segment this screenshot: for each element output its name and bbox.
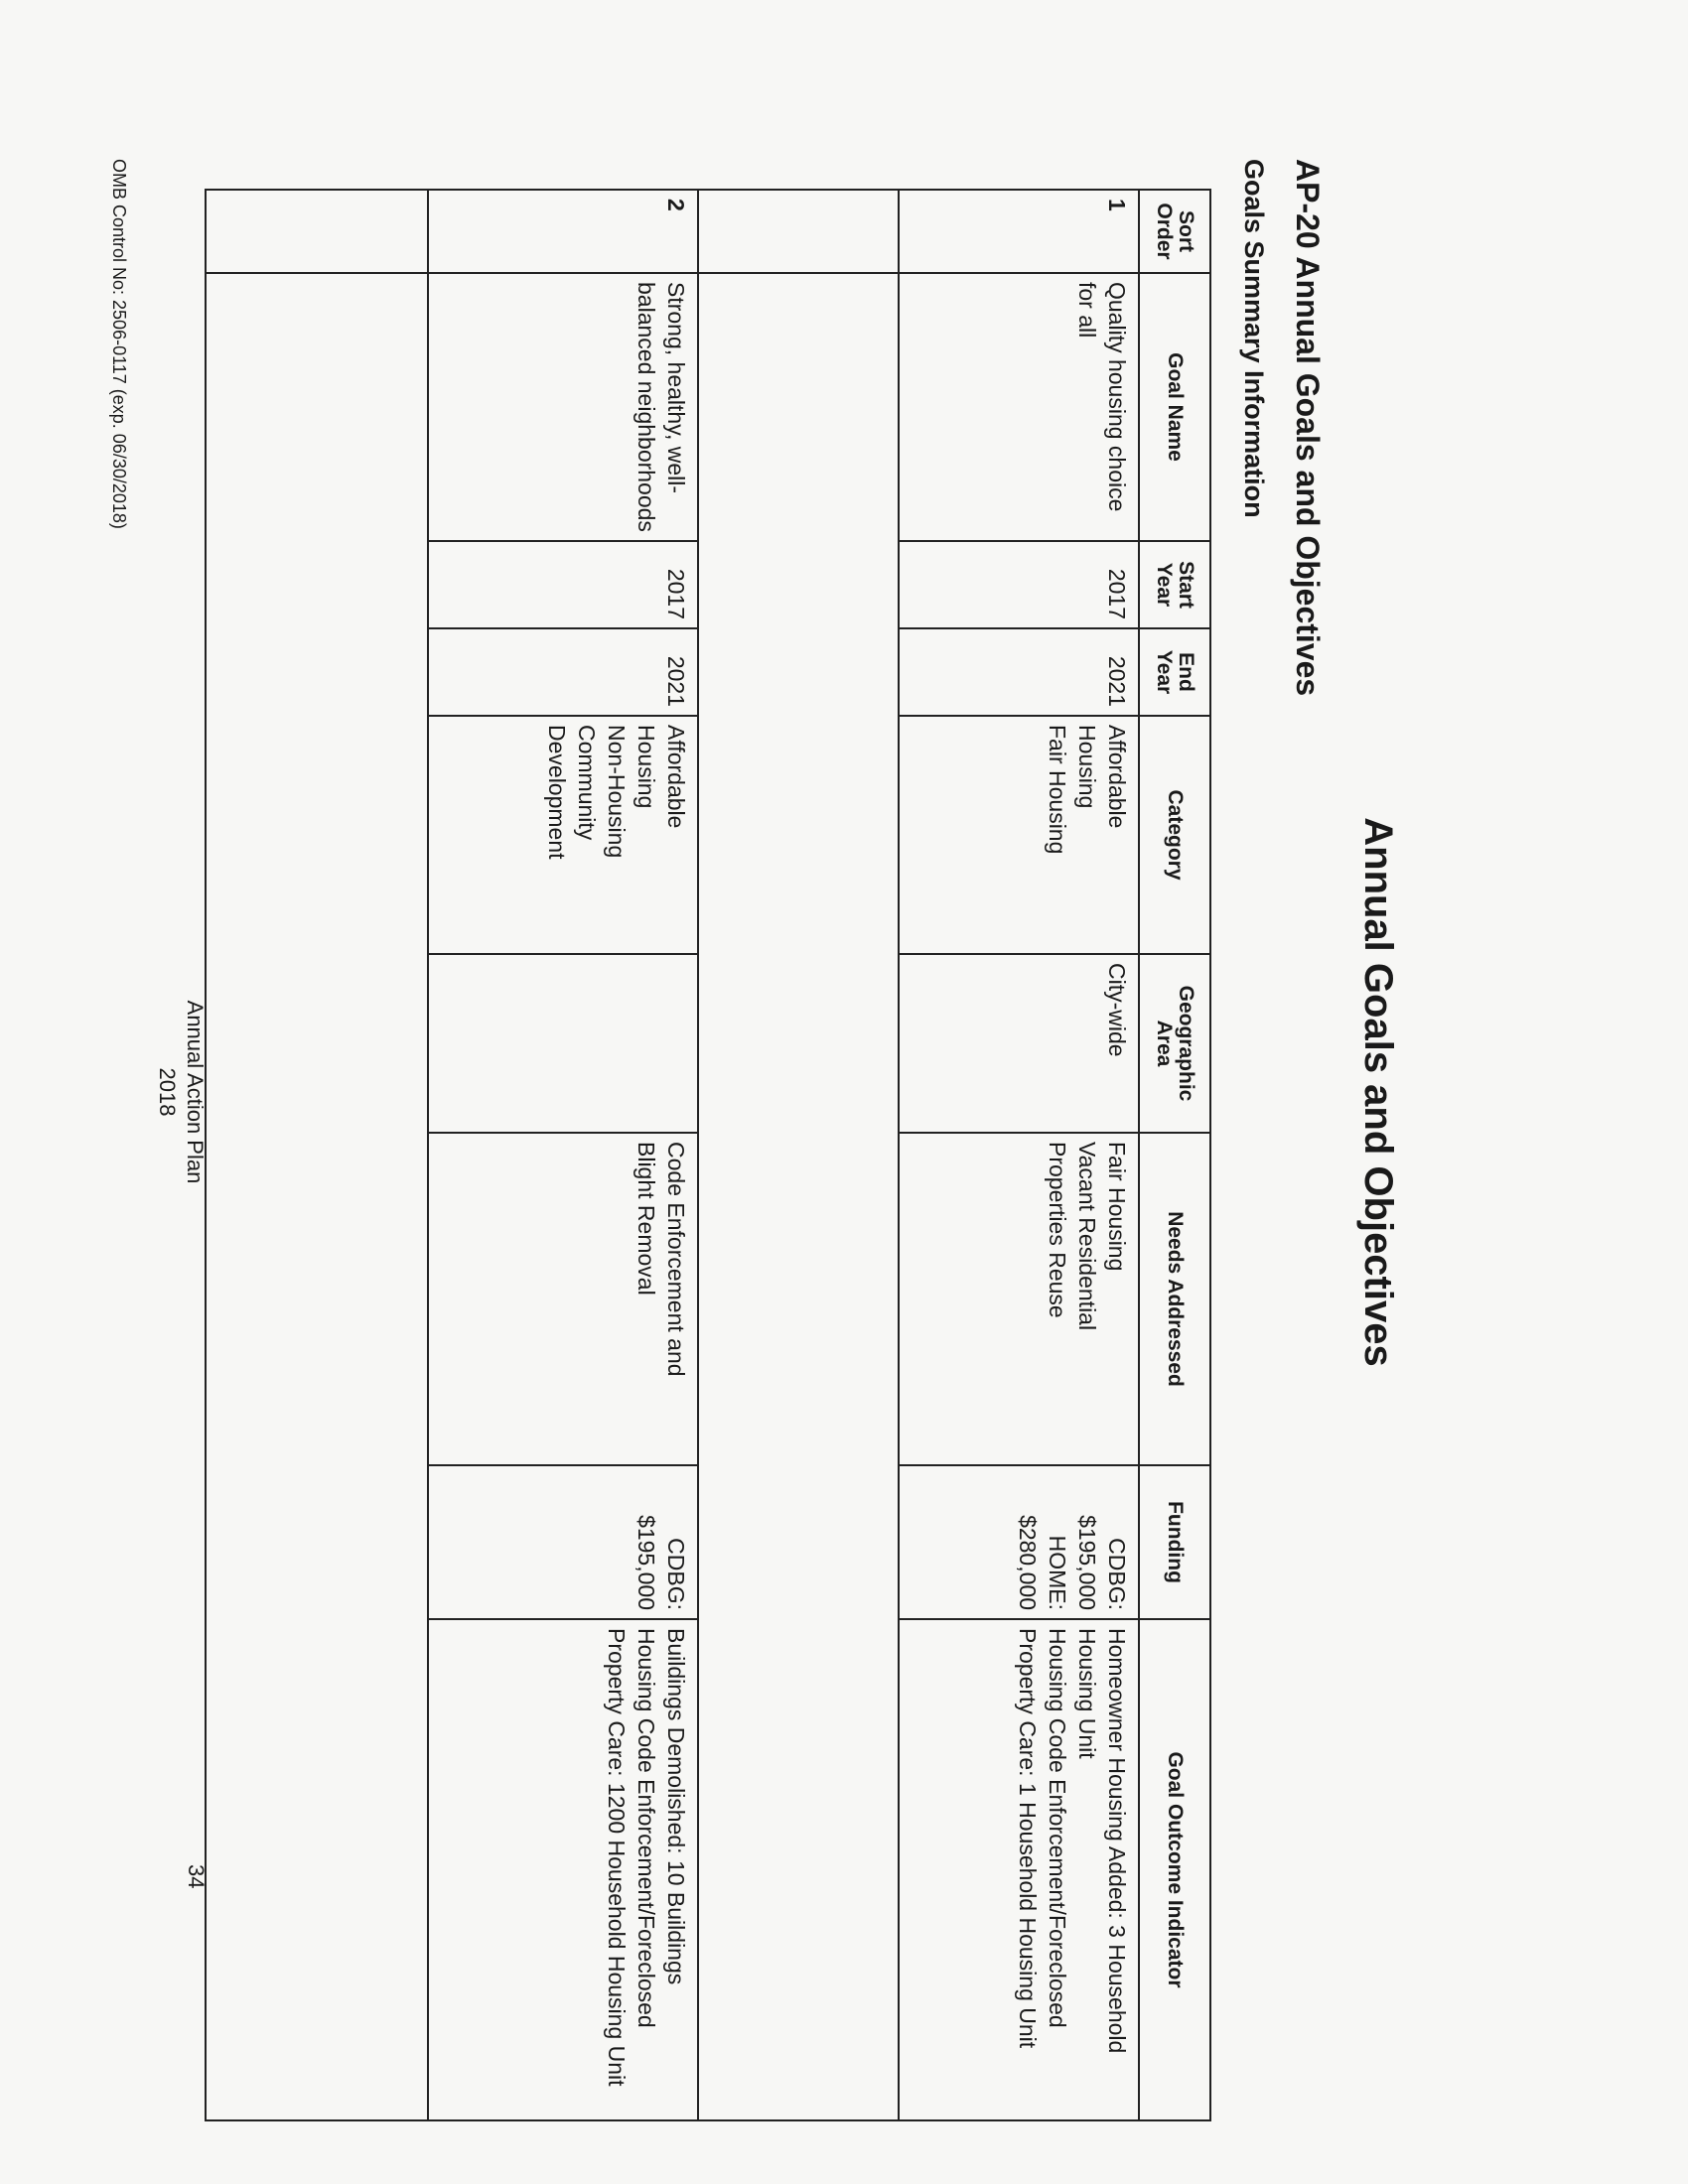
header-goal-outcome-indicator: Goal Outcome Indicator — [1139, 1619, 1210, 2120]
cell-needs-addressed: Code Enforcement and Blight Removal — [428, 1133, 698, 1465]
footer-plan-title: Annual Action Plan — [183, 1000, 208, 1184]
header-category: Category — [1139, 716, 1210, 954]
section-title: AP-20 Annual Goals and Objectives — [1290, 159, 1326, 697]
goals-summary-table — [205, 189, 1211, 2121]
cell-goal-outcome-indicator: Buildings Demolished: 10 Buildings Housing Code Enforcement/Foreclosed Property Care: 1200 Household Housing Unit — [428, 1619, 698, 2120]
table-row-blank — [206, 190, 428, 2120]
header-sort-order: Sort Order — [1139, 190, 1210, 273]
table-row — [899, 190, 1139, 2120]
header-funding: Funding — [1139, 1465, 1210, 1619]
footer-plan-year: 2018 — [155, 1067, 180, 1117]
table-row — [428, 190, 698, 2120]
header-needs-addressed: Needs Addressed — [1139, 1133, 1210, 1465]
cell-needs-addressed: Fair Housing Vacant Residential Properties Reuse — [899, 1133, 1139, 1465]
cell-geographic-area: City-wide — [899, 954, 1139, 1133]
cell-geographic-area — [428, 954, 698, 1133]
page-number: 34 — [184, 1864, 209, 1889]
page-title: Annual Goals and Objectives — [1356, 817, 1400, 1367]
cell-sort-order: 2 — [428, 190, 698, 273]
table-row-blank — [698, 190, 899, 2120]
cell-goal-name: Strong, healthy, well-balanced neighborhoods — [428, 273, 698, 541]
cell-start-year: 2017 — [428, 541, 698, 628]
subsection-title: Goals Summary Information — [1239, 159, 1269, 518]
header-start-year: Start Year — [1139, 541, 1210, 628]
cell-category: Affordable Housing Fair Housing — [899, 716, 1139, 954]
cell-funding: CDBG: $195,000 — [428, 1465, 698, 1619]
cell-funding: CDBG: $195,000 HOME: $280,000 — [899, 1465, 1139, 1619]
header-end-year: End Year — [1139, 628, 1210, 716]
cell-start-year: 2017 — [899, 541, 1139, 628]
blank-cell — [206, 190, 428, 273]
blank-cell — [206, 273, 428, 2120]
cell-sort-order: 1 — [899, 190, 1139, 273]
blank-cell — [698, 273, 899, 2120]
cell-end-year: 2021 — [899, 628, 1139, 716]
cell-goal-name: Quality housing choice for all — [899, 273, 1139, 541]
footer-plan — [153, 0, 209, 2184]
header-geographic-area: Geographic Area — [1139, 954, 1210, 1133]
cell-goal-outcome-indicator: Homeowner Housing Added: 3 Household Housing Unit Housing Code Enforcement/Foreclosed Property Care: 1 Household Housing Unit — [899, 1619, 1139, 2120]
blank-cell — [698, 190, 899, 273]
table-header-row — [1139, 190, 1210, 2120]
cell-end-year: 2021 — [428, 628, 698, 716]
omb-control-number: OMB Control No: 2506-0117 (exp. 06/30/2018) — [109, 159, 129, 529]
header-goal-name: Goal Name — [1139, 273, 1210, 541]
cell-category: Affordable Housing Non-Housing Community Development — [428, 716, 698, 954]
